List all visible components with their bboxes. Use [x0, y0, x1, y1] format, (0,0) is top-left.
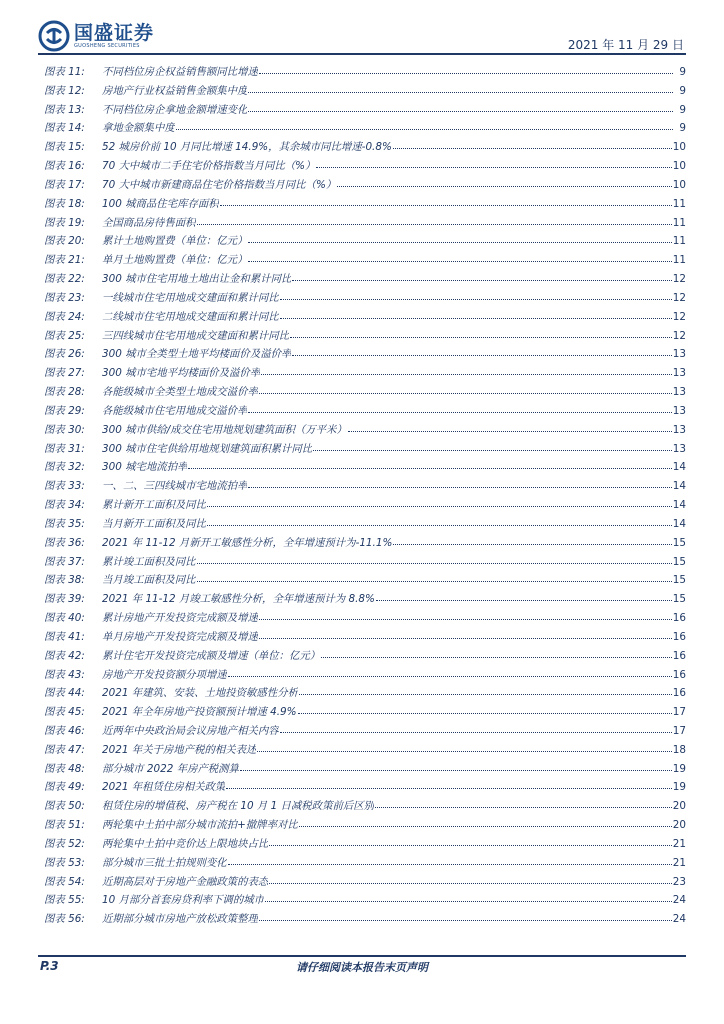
toc-entry-page: 14	[672, 517, 686, 530]
toc-entry-title: 累计新开工面积及同比	[102, 499, 206, 512]
toc-entry-label: 图表 18:	[44, 197, 85, 210]
toc-entry-label: 图表 49:	[44, 781, 85, 794]
toc-entry-title: 100 城商品住宅库存面积	[102, 197, 219, 210]
toc-entry-label: 图表 20:	[44, 235, 85, 248]
toc-entry-label: 图表 26:	[44, 348, 85, 361]
toc-entry[interactable]	[44, 628, 686, 647]
toc-leader-dots	[259, 611, 672, 620]
toc-entry-label: 图表 37:	[44, 555, 85, 568]
toc-entry-title: 300 城市住宅用地土地出让金和累计同比	[102, 273, 292, 286]
toc-entry-page: 12	[672, 310, 686, 323]
toc-leader-dots	[176, 121, 673, 130]
toc-leader-dots	[337, 178, 672, 187]
toc-entry-title: 各能级城市住宅用地成交溢价率	[102, 404, 248, 417]
toc-leader-dots	[393, 140, 672, 149]
toc-entry-title: 2021 年 11-12 月新开工敏感性分析，全年增速预计为-11.1%	[102, 536, 393, 549]
toc-entry-label: 图表 23:	[44, 291, 85, 304]
toc-entry-title: 各能级城市全类型土地成交溢价率	[102, 386, 258, 399]
logo-name-en: GUOSHENG SECURITIES	[74, 42, 140, 49]
toc-entry[interactable]	[44, 741, 686, 760]
toc-entry[interactable]	[44, 82, 686, 101]
toc-entry-label: 图表 51:	[44, 819, 85, 832]
toc-leader-dots	[248, 253, 671, 262]
toc-leader-dots	[321, 649, 672, 658]
toc-entry-page: 14	[672, 461, 686, 474]
toc-entry-page: 11	[672, 197, 686, 210]
toc-entry-label: 图表 17:	[44, 178, 85, 191]
toc-entry-label: 图表 39:	[44, 593, 85, 606]
toc-entry-page: 18	[672, 743, 686, 756]
toc-entry[interactable]	[44, 891, 686, 910]
toc-entry-page: 20	[672, 800, 686, 813]
toc-entry-title: 2021 年建筑、安装、土地投资敏感性分析	[102, 687, 298, 700]
toc-entry[interactable]	[44, 571, 686, 590]
toc-entry-label: 图表 45:	[44, 706, 85, 719]
toc-entry-title: 一线城市住宅用地成交建面和累计同比	[102, 291, 279, 304]
toc-entry-label: 图表 16:	[44, 160, 85, 173]
toc-entry[interactable]	[44, 364, 686, 383]
toc-entry[interactable]	[44, 119, 686, 138]
toc-entry-label: 图表 48:	[44, 762, 85, 775]
toc-entry-title: 租赁住房的增值税、房产税在 10 月 1 日减税政策前后区别	[102, 800, 375, 813]
toc-entry-label: 图表 33:	[44, 480, 85, 493]
toc-entry-title: 当月新开工面积及同比	[102, 517, 206, 530]
toc-leader-dots	[261, 366, 672, 375]
toc-entry-title: 不同档位房企拿地金额增速变化	[102, 103, 248, 116]
toc-leader-dots	[316, 159, 671, 168]
toc-entry-label: 图表 52:	[44, 837, 85, 850]
toc-entry-title: 两轮集中土拍中部分城市流拍+撤牌率对比	[102, 819, 298, 832]
toc-entry-label: 图表 55:	[44, 894, 85, 907]
toc-entry[interactable]	[44, 609, 686, 628]
toc-entry[interactable]	[44, 383, 686, 402]
toc-leader-dots	[269, 875, 672, 884]
toc-entry-page: 9	[679, 84, 686, 97]
toc-entry-title: 10 月部分首套房贷利率下调的城市	[102, 894, 264, 907]
toc-entry-page: 12	[672, 273, 686, 286]
toc-entry-page: 16	[672, 649, 686, 662]
toc-entry-page: 16	[672, 612, 686, 625]
toc-entry-page: 21	[672, 856, 686, 869]
toc-leader-dots	[280, 724, 672, 733]
toc-entry-label: 图表 35:	[44, 517, 85, 530]
toc-leader-dots	[290, 329, 672, 338]
toc-entry-title: 近两年中央政治局会议房地产相关内容	[102, 724, 279, 737]
toc-leader-dots	[197, 216, 672, 225]
toc-entry-label: 图表 41:	[44, 630, 85, 643]
toc-entry-title: 累计房地产开发投资完成额及增速	[102, 612, 258, 625]
toc-entry-page: 13	[672, 404, 686, 417]
toc-entry-page: 20	[672, 819, 686, 832]
toc-entry-title: 52 城房价前 10 月同比增速 14.9%，其余城市同比增速-0.8%	[102, 141, 392, 154]
toc-entry[interactable]	[44, 816, 686, 835]
toc-leader-dots	[299, 686, 672, 695]
toc-entry-title: 近期部分城市房地产放松政策整理	[102, 913, 258, 926]
toc-entry-label: 图表 21:	[44, 254, 85, 267]
toc-entry[interactable]	[44, 251, 686, 270]
toc-leader-dots	[292, 272, 671, 281]
toc-entry[interactable]	[44, 553, 686, 572]
toc-entry[interactable]	[44, 666, 686, 685]
toc-entry-page: 10	[672, 160, 686, 173]
toc-entry[interactable]	[44, 176, 686, 195]
toc-entry-page: 12	[672, 291, 686, 304]
toc-entry[interactable]	[44, 195, 686, 214]
toc-entry-label: 图表 40:	[44, 612, 85, 625]
toc-entry-page: 11	[672, 254, 686, 267]
toc-entry[interactable]	[44, 778, 686, 797]
toc-leader-dots	[259, 65, 673, 74]
toc-entry[interactable]	[44, 760, 686, 779]
toc-leader-dots	[207, 517, 672, 526]
toc-entry-title: 二线城市住宅用地成交建面和累计同比	[102, 310, 279, 323]
toc-entry[interactable]	[44, 308, 686, 327]
toc-leader-dots	[259, 385, 672, 394]
toc-leader-dots	[259, 912, 672, 921]
toc-entry-page: 16	[672, 687, 686, 700]
toc-leader-dots	[207, 498, 672, 507]
toc-entry-page: 16	[672, 668, 686, 681]
toc-entry[interactable]	[44, 157, 686, 176]
guosheng-logo-icon	[38, 20, 70, 52]
toc-entry-page: 15	[672, 593, 686, 606]
toc-leader-dots	[298, 705, 672, 714]
toc-leader-dots	[197, 555, 672, 564]
toc-leader-dots	[259, 630, 672, 639]
toc-entry[interactable]	[44, 63, 686, 82]
toc-entry[interactable]	[44, 703, 686, 722]
toc-entry-page: 14	[672, 499, 686, 512]
toc-entry-title: 2021 年全年房地产投资额预计增速 4.9%	[102, 706, 297, 719]
company-logo	[38, 20, 154, 52]
toc-entry-label: 图表 44:	[44, 687, 85, 700]
toc-leader-dots	[240, 762, 672, 771]
toc-entry-label: 图表 12:	[44, 84, 85, 97]
toc-entry-title: 全国商品房待售面积	[102, 216, 196, 229]
toc-entry[interactable]	[44, 722, 686, 741]
toc-entry-page: 23	[672, 875, 686, 888]
toc-leader-dots	[226, 780, 672, 789]
header-divider	[38, 53, 686, 55]
toc-entry-title: 300 城宅地流拍率	[102, 461, 188, 474]
toc-entry-label: 图表 15:	[44, 141, 85, 154]
toc-leader-dots	[313, 442, 672, 451]
toc-entry-page: 9	[679, 103, 686, 116]
toc-leader-dots	[292, 347, 671, 356]
toc-entry[interactable]	[44, 270, 686, 289]
toc-entry-title: 一、二、三四线城市宅地流拍率	[102, 480, 248, 493]
toc-entry-page: 17	[672, 706, 686, 719]
toc-entry-label: 图表 24:	[44, 310, 85, 323]
toc-leader-dots	[248, 234, 671, 243]
toc-entry-page: 19	[672, 762, 686, 775]
toc-entry[interactable]	[44, 421, 686, 440]
toc-entry-label: 图表 47:	[44, 743, 85, 756]
toc-leader-dots	[269, 837, 672, 846]
toc-entry-title: 300 城市宅地平均楼面价及溢价率	[102, 367, 261, 380]
toc-entry-title: 三四线城市住宅用地成交建面和累计同比	[102, 329, 290, 342]
toc-entry-label: 图表 22:	[44, 273, 85, 286]
toc-entry[interactable]	[44, 214, 686, 233]
toc-entry-label: 图表 36:	[44, 536, 85, 549]
toc-entry-title: 300 城市供给/成交住宅用地规划建筑面积（万平米）	[102, 423, 347, 436]
toc-entry-page: 11	[672, 235, 686, 248]
toc-entry-label: 图表 25:	[44, 329, 85, 342]
toc-entry[interactable]	[44, 797, 686, 816]
toc-entry[interactable]	[44, 289, 686, 308]
toc-leader-dots	[248, 103, 673, 112]
toc-entry-title: 300 城市全类型土地平均楼面价及溢价率	[102, 348, 292, 361]
toc-entry[interactable]	[44, 138, 686, 157]
toc-leader-dots	[220, 197, 672, 206]
toc-entry-label: 图表 32:	[44, 461, 85, 474]
toc-entry[interactable]	[44, 534, 686, 553]
toc-entry-label: 图表 11:	[44, 66, 85, 78]
toc-leader-dots	[228, 856, 672, 865]
toc-entry-page: 12	[672, 329, 686, 342]
toc-entry-title: 房地产行业权益销售金额集中度	[102, 84, 248, 97]
toc-entry-page: 19	[672, 781, 686, 794]
toc-entry[interactable]	[44, 496, 686, 515]
toc-entry[interactable]	[44, 101, 686, 120]
toc-leader-dots	[248, 479, 671, 488]
toc-leader-dots	[248, 404, 671, 413]
report-date: 2021 年 11 月 29 日	[567, 38, 684, 52]
toc-entry[interactable]	[44, 402, 686, 421]
toc-entry-page: 13	[672, 367, 686, 380]
toc-leader-dots	[248, 84, 673, 93]
toc-entry-label: 图表 34:	[44, 499, 85, 512]
toc-entry-title: 当月竣工面积及同比	[102, 574, 196, 587]
toc-entry-title: 单月房地产开发投资完成额及增速	[102, 630, 258, 643]
toc-leader-dots	[375, 799, 672, 808]
toc-leader-dots	[188, 460, 671, 469]
toc-entry-label: 图表 13:	[44, 103, 85, 116]
toc-entry-label: 图表 14:	[44, 122, 85, 135]
toc-entry-page: 15	[672, 536, 686, 549]
toc-entry-page: 16	[672, 630, 686, 643]
toc-entry-title: 部分城市 2022 年房产税测算	[102, 762, 239, 775]
toc-entry[interactable]	[44, 477, 686, 496]
toc-entry[interactable]	[44, 873, 686, 892]
toc-entry-page: 13	[672, 423, 686, 436]
toc-entry[interactable]	[44, 327, 686, 346]
toc-entry-page: 13	[672, 442, 686, 455]
toc-entry-label: 图表 43:	[44, 668, 85, 681]
toc-entry[interactable]	[44, 458, 686, 477]
toc-entry[interactable]	[44, 647, 686, 666]
toc-entry-title: 部分城市三批土拍规则变化	[102, 856, 227, 869]
toc-entry-title: 70 大中城市二手住宅价格指数当月同比（%）	[102, 160, 316, 173]
toc-entry-label: 图表 29:	[44, 404, 85, 417]
toc-leader-dots	[393, 536, 671, 545]
toc-leader-dots	[280, 291, 672, 300]
toc-entry[interactable]	[44, 854, 686, 873]
toc-entry[interactable]	[44, 440, 686, 459]
toc-entry-label: 图表 19:	[44, 216, 85, 229]
toc-entry-page: 13	[672, 348, 686, 361]
toc-entry-title: 房地产开发投资额分项增速	[102, 668, 227, 681]
toc-leader-dots	[280, 310, 672, 319]
toc-entry-label: 图表 30:	[44, 423, 85, 436]
toc-entry[interactable]	[44, 345, 686, 364]
toc-entry[interactable]	[44, 232, 686, 251]
toc-entry-page: 9	[679, 122, 686, 135]
toc-entry[interactable]	[44, 835, 686, 854]
toc-leader-dots	[265, 893, 672, 902]
toc-entry-label: 图表 42:	[44, 649, 85, 662]
toc-entry-page: 17	[672, 724, 686, 737]
page-number: P.3	[40, 959, 59, 973]
toc-entry-title: 累计住宅开发投资完成额及增速（单位：亿元）	[102, 649, 321, 662]
toc-entry-page: 10	[672, 178, 686, 191]
toc-entry-label: 图表 31:	[44, 442, 85, 455]
toc-entry-title: 300 城市住宅供给用地规划建筑面积累计同比	[102, 442, 313, 455]
toc-entry-page: 13	[672, 386, 686, 399]
toc-entry-label: 图表 46:	[44, 724, 85, 737]
toc-entry-label: 图表 56:	[44, 913, 85, 926]
toc-entry-page: 24	[672, 913, 686, 926]
logo-name-cn: 国盛证券	[74, 21, 155, 44]
table-of-figures	[44, 63, 686, 929]
toc-entry-title: 近期高层对于房地产金融政策的表态	[102, 875, 269, 888]
toc-entry-page: 10	[672, 141, 686, 154]
toc-entry-label: 图表 27:	[44, 367, 85, 380]
toc-entry-label: 图表 54:	[44, 875, 85, 888]
toc-entry-title: 累计竣工面积及同比	[102, 555, 196, 568]
toc-leader-dots	[257, 743, 671, 752]
toc-entry[interactable]	[44, 910, 686, 929]
toc-entry-page: 24	[672, 894, 686, 907]
toc-leader-dots	[376, 592, 672, 601]
toc-entry-page: 14	[672, 480, 686, 493]
toc-entry-page: 21	[672, 837, 686, 850]
toc-entry-title: 单月土地购置费（单位：亿元）	[102, 254, 248, 267]
footer-divider	[38, 955, 686, 957]
toc-entry-page: 11	[672, 216, 686, 229]
toc-entry-title: 70 大中城市新建商品住宅价格指数当月同比（%）	[102, 178, 337, 191]
toc-entry-page: 15	[672, 555, 686, 568]
toc-entry-title: 累计土地购置费（单位：亿元）	[102, 235, 248, 248]
toc-entry-page: 15	[672, 574, 686, 587]
toc-leader-dots	[228, 668, 672, 677]
toc-entry[interactable]	[44, 590, 686, 609]
toc-entry-title: 2021 年租赁住房相关政策	[102, 781, 226, 794]
toc-entry-title: 拿地金额集中度	[102, 122, 175, 135]
toc-leader-dots	[197, 573, 672, 582]
toc-entry-label: 图表 53:	[44, 856, 85, 869]
toc-entry-title: 两轮集中土拍中竞价达上限地块占比	[102, 837, 269, 850]
toc-entry[interactable]	[44, 515, 686, 534]
toc-entry-title: 2021 年 11-12 月竣工敏感性分析，全年增速预计为 8.8%	[102, 593, 375, 606]
toc-entry-title: 2021 年关于房地产税的相关表述	[102, 743, 257, 756]
toc-leader-dots	[299, 818, 672, 827]
toc-entry-label: 图表 38:	[44, 574, 85, 587]
page-header	[0, 0, 724, 56]
toc-entry-label: 图表 28:	[44, 386, 85, 399]
toc-entry-title: 不同档位房企权益销售额同比增速	[102, 66, 258, 78]
disclaimer-note: 请仔细阅读本报告末页声明	[296, 961, 428, 974]
toc-leader-dots	[348, 423, 672, 432]
toc-entry-page: 9	[679, 66, 686, 78]
toc-entry[interactable]	[44, 684, 686, 703]
toc-entry-label: 图表 50:	[44, 800, 85, 813]
